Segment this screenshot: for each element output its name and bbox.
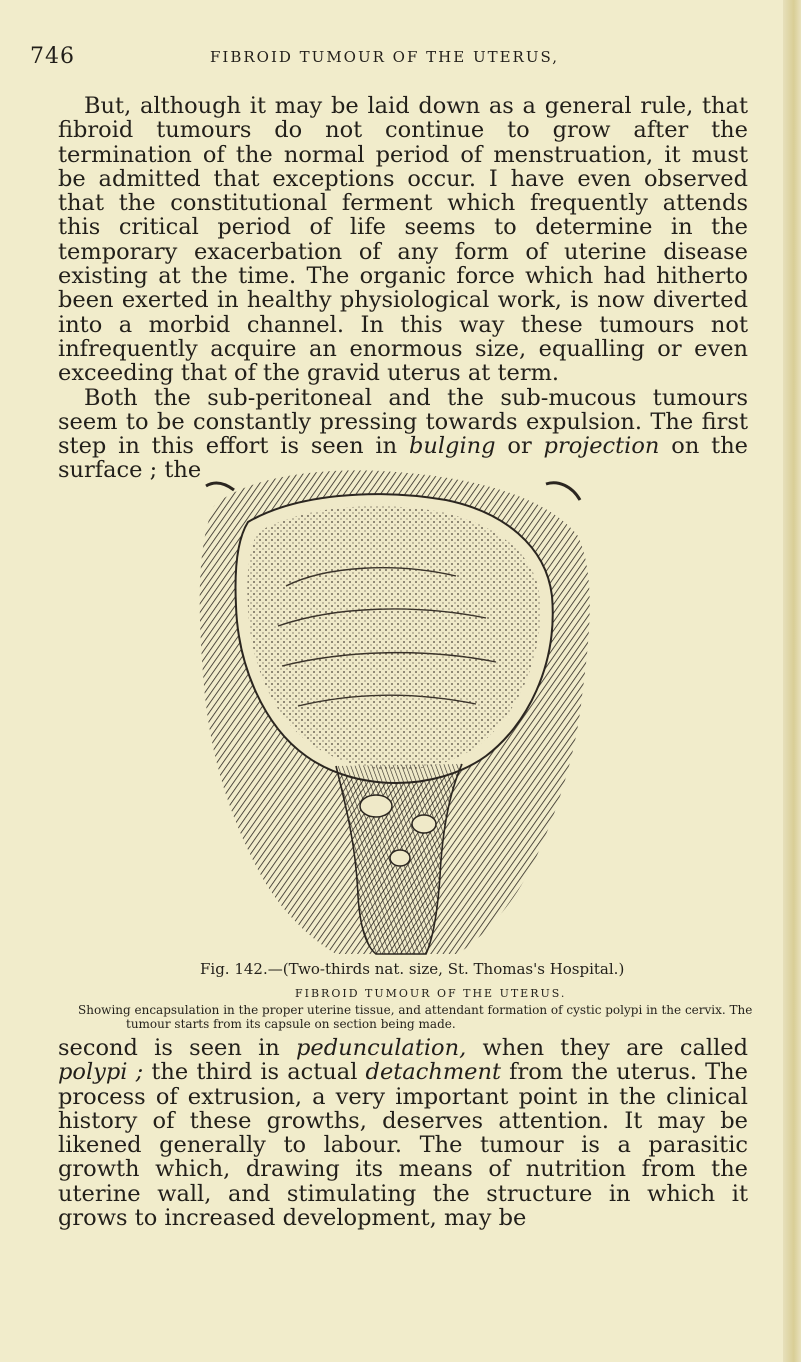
text-span: from the uterus. The process of extrusion, a very important point in the clinical history of these growths, deserves attention. It may be likened generally to labour. The tumour is a parasitic growth which, drawing its means of nutrition from the uterine wall, and stimulating the structure in which it grows to increased development, may be <box>58 1059 748 1232</box>
page-number: 746 <box>30 44 75 69</box>
figure-description: Showing encapsulation in the proper uterine tissue, and attendant formation of cystic polypi in the cervix. The tumour starts from its capsule on section being made. <box>78 1003 753 1031</box>
running-head <box>0 40 801 70</box>
paragraph-1: But, although it may be laid down as a general rule, that fibroid tumours do not continue to grow after the termination of the normal period of menstruation, it must be admitted that exceptions occur. I have even observed that the constitutional ferment which frequently attends this critical period of life seems to determine in the temporary exacerbation of any form of uterine disease existing at the time. The organic force which had hitherto been exerted in healthy physiological work, is now diverted into a morbid channel. In this way these tumours not infrequently acquire an enormous size, equalling or even exceeding that of the gravid uterus at term. <box>58 93 748 387</box>
cystic-polyp-shape <box>412 815 436 833</box>
italic-term-polypi: polypi ; <box>58 1059 144 1086</box>
text-span: Both the sub-peritoneal and the sub-mucous tumours seem to be constantly pressing towards expulsion. The first step in this effort is seen in <box>58 384 748 460</box>
italic-term-detachment: detachment <box>365 1059 501 1086</box>
text-span: second is seen in <box>58 1035 297 1061</box>
text-span: or <box>495 433 544 460</box>
cystic-polyp-shape <box>390 850 410 866</box>
body-text-bottom <box>58 1036 748 1230</box>
figure-label: Fig. 142.—(Two-thirds nat. size, St. Thomas's Hospital.) <box>200 960 625 978</box>
text-span: on the surface ; the <box>58 433 749 484</box>
figure-engraving <box>186 466 600 960</box>
italic-term-pedunculation: pedunculation, <box>296 1035 467 1061</box>
paragraph-3 <box>58 1036 748 1230</box>
fibroid-tumour-illustration <box>186 466 600 960</box>
figure-title: FIBROID TUMOUR OF THE UTERUS. <box>295 987 567 1000</box>
text-span: when they are called <box>466 1035 748 1061</box>
page-edge <box>783 0 801 1362</box>
cystic-polyp-shape <box>360 795 392 817</box>
running-title: FIBROID TUMOUR OF THE UTERUS, <box>210 48 559 66</box>
text-span: the third is actual <box>143 1059 366 1086</box>
body-text-top <box>58 94 748 483</box>
italic-term-bulging: bulging <box>408 433 496 460</box>
italic-term-projection: projection <box>543 433 660 460</box>
